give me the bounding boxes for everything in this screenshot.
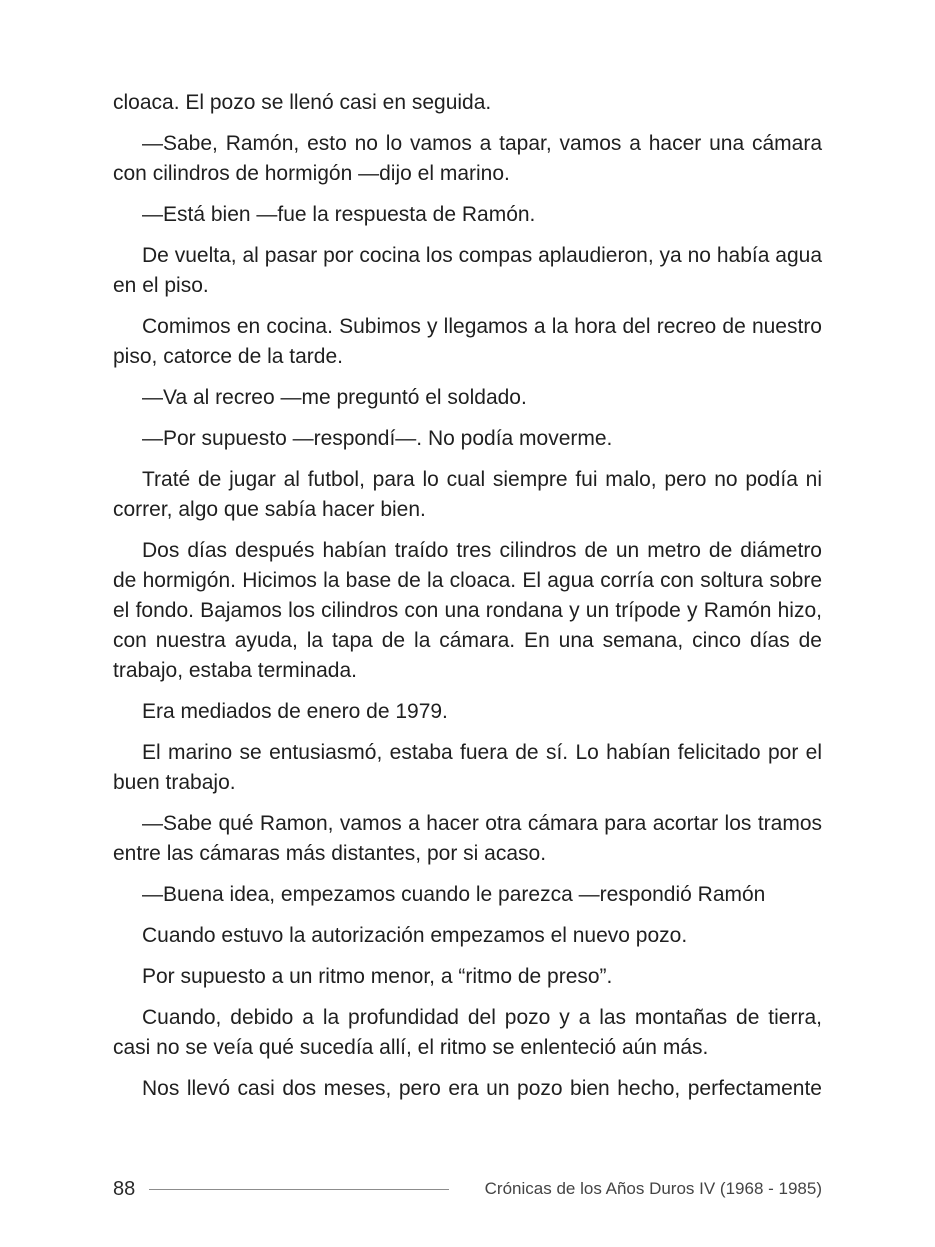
page-number: 88 (113, 1177, 136, 1200)
paragraph: cloaca. El pozo se llenó casi en seguida. (113, 91, 492, 114)
paragraph: —Buena idea, empezamos cuando le parezca —respondió Ramón (142, 883, 766, 906)
paragraph: —Sabe, Ramón, esto no lo vamos a tapar, vamos a hacer una cámara con cilindros de hormigón —dijo el marino. (113, 132, 822, 185)
paragraph: Traté de jugar al futbol, para lo cual siempre fui malo, pero no podía ni correr, algo que sabía hacer bien. (113, 468, 822, 521)
paragraph: El marino se entusiasmó, estaba fuera de sí. Lo habían felicitado por el buen trabajo. (113, 741, 822, 794)
paragraph: Comimos en cocina. Subimos y llegamos a la hora del recreo de nuestro piso, catorce de la tarde. (113, 315, 822, 368)
paragraph: De vuelta, al pasar por cocina los compas aplaudieron, ya no había agua en el piso. (113, 244, 822, 297)
paragraph: Nos llevó casi dos meses, pero era un pozo bien hecho, perfectamente (142, 1077, 822, 1100)
paragraph: Era mediados de enero de 1979. (142, 700, 448, 723)
paragraph: —Sabe qué Ramon, vamos a hacer otra cámara para acortar los tramos entre las cámaras más distantes, por si acaso. (113, 812, 822, 865)
footer-divider (149, 1189, 449, 1190)
paragraph: Por supuesto a un ritmo menor, a “ritmo de preso”. (142, 965, 613, 988)
page-footer (113, 1174, 822, 1204)
paragraph: Cuando estuvo la autorización empezamos el nuevo pozo. (142, 924, 688, 947)
paragraph: Dos días después habían traído tres cilindros de un metro de diámetro de hormigón. Hicimos la base de la cloaca. El agua corría con soltura sobre el fondo. Bajamos los cilindros con una rondana y un trípode y Ramón hizo, con nuestra ayuda, la tapa de la cámara. En una semana, cinco días de trabajo, estaba terminada. (113, 539, 822, 682)
running-title: Crónicas de los Años Duros IV (1968 - 1985) (484, 1179, 822, 1198)
paragraph: —Va al recreo —me preguntó el soldado. (142, 386, 527, 409)
paragraph: —Está bien —fue la respuesta de Ramón. (142, 203, 536, 226)
paragraph: —Por supuesto —respondí—. No podía moverme. (142, 427, 613, 450)
body-text (113, 88, 822, 1104)
paragraph: Cuando, debido a la profundidad del pozo y a las montañas de tierra, casi no se veía qué sucedía allí, el ritmo se enlenteció aún más. (113, 1006, 822, 1059)
